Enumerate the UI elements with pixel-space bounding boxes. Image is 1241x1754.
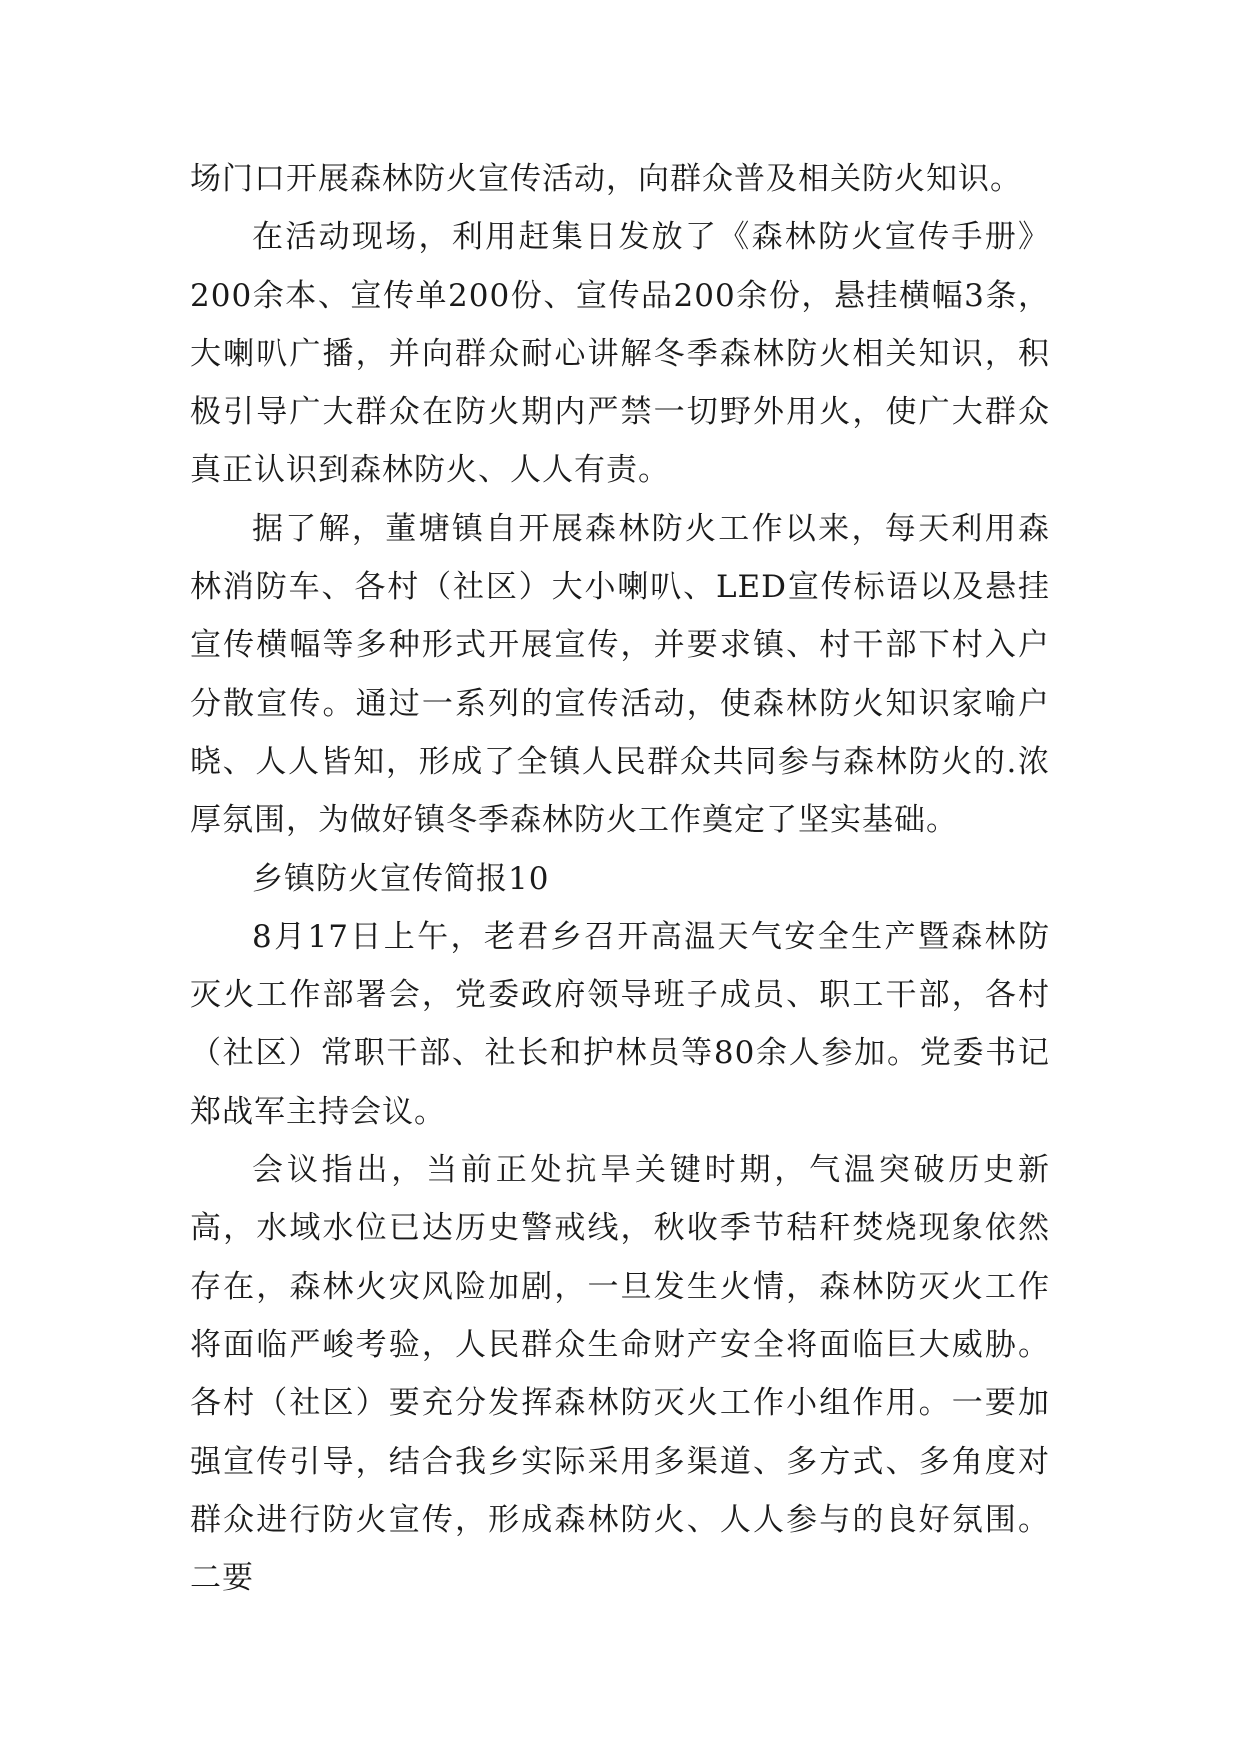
paragraph-activity-site: 在活动现场，利用赶集日发放了《森林防火宣传手册》200余本、宣传单200份、宣传品200余份，悬挂横幅3条，大喇叭广播，并向群众耐心讲解冬季森林防火相关知识，积极引导广大群众在防火期内严禁一切野外用火，使广大群众真正认识到森林防火、人人有责。: [190, 219, 1050, 489]
paragraph-meeting-intro: 8月17日上午，老君乡召开高温天气安全生产暨森林防灭火工作部署会，党委政府领导班子成员、职工干部，各村（社区）常职干部、社长和护林员等80余人参加。党委书记郑战军主持会议。: [190, 918, 1050, 1130]
section-heading: 乡镇防火宣传简报10: [252, 860, 550, 897]
paragraph-meeting-points: 会议指出，当前正处抗旱关键时期，气温突破历史新高，水域水位已达历史警戒线，秋收季节秸秆焚烧现象依然存在，森林火灾风险加剧，一旦发生火情，森林防灭火工作将面临严峻考验，人民群众生命财产安全将面临巨大威胁。各村（社区）要充分发挥森林防灭火工作小组作用。一要加强宣传引导，结合我乡实际采用多渠道、多方式、多角度对群众进行防火宣传，形成森林防火、人人参与的良好氛围。二要: [190, 1152, 1050, 1597]
paragraph-continuation: 场门口开展森林防火宣传活动，向群众普及相关防火知识。: [190, 161, 1022, 197]
document-body: [190, 150, 1050, 1607]
paragraph-dongtang-summary: 据了解，董塘镇自开展森林防火工作以来，每天利用森林消防车、各村（社区）大小喇叭、LED宣传标语以及悬挂宣传横幅等多种形式开展宣传，并要求镇、村干部下村入户分散宣传。通过一系列的宣传活动，使森林防火知识家喻户晓、人人皆知，形成了全镇人民群众共同参与森林防火的.浓厚氛围，为做好镇冬季森林防火工作奠定了坚实基础。: [190, 510, 1050, 839]
